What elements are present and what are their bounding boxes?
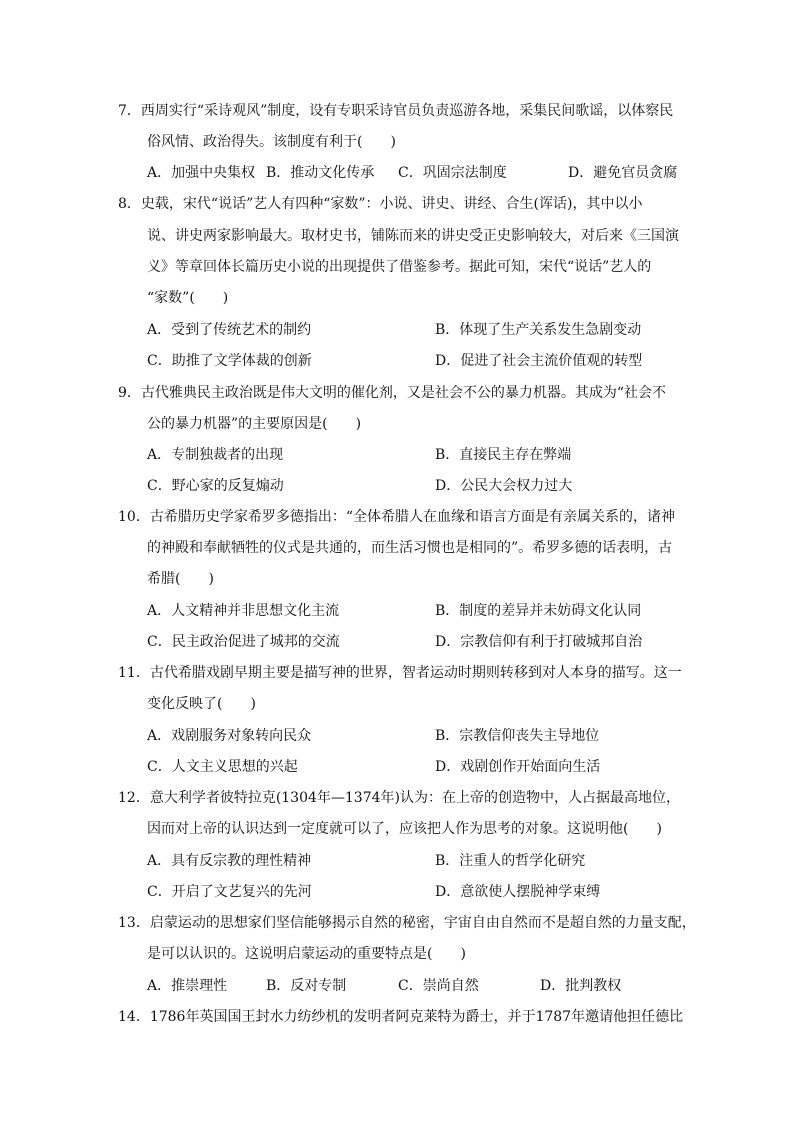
question-7-option-a: A．加强中央集权 [147, 165, 256, 181]
question-8-line-4: “家数”( ) [147, 290, 229, 306]
question-8-line-2: 说、讲史两家影响最大。取材史书，铺陈而来的讲史受正史影响较大，对后来《三国演 [147, 228, 679, 244]
question-10-option-a: A．人文精神并非思想文化主流 [147, 603, 340, 619]
question-8-line-1: 8．史载，宋代“说话”艺人有四种“家数”：小说、讲史、讲经、合生(诨话)，其中以小 [118, 196, 643, 212]
question-11-option-d: D．戏剧创作开始面向生活 [435, 759, 601, 775]
question-10-option-d: D．宗教信仰有利于打破城邦自治 [435, 634, 643, 650]
question-9-option-c: C．野心家的反复煽动 [147, 478, 284, 494]
question-11-option-a: A．戏剧服务对象转向民众 [147, 728, 312, 744]
question-12-option-c: C．开启了文艺复兴的先河 [147, 884, 312, 900]
question-9-option-b: B．直接民主存在弊端 [435, 447, 572, 463]
question-12-option-d: D．意欲使人摆脱神学束缚 [435, 884, 601, 900]
question-12-option-b: B．注重人的哲学化研究 [435, 853, 586, 869]
question-12-option-a: A．具有反宗教的理性精神 [147, 853, 312, 869]
question-7-option-b: B．推动文化传承 [266, 165, 375, 181]
question-14-line-1: 14．1786年英国国王封水力纺纱机的发明者阿克莱特为爵士，并于1787年邀请他担任德比 [118, 1009, 684, 1025]
question-7-option-d: D．避免官员贪腐 [568, 165, 678, 181]
question-10-line-2: 的神殿和奉献牺牲的仪式是共通的，而生活习惯也是相同的”。希罗多德的话表明，古 [147, 540, 673, 556]
question-11-option-b: B．宗教信仰丧失主导地位 [435, 728, 600, 744]
question-10-option-c: C．民主政治促进了城邦的交流 [147, 634, 340, 650]
question-7-line-1: 7．西周实行“采诗观风”制度，设有专职采诗官员负责巡游各地，采集民间歌谣，以体察民 [118, 103, 674, 119]
question-9-option-d: D．公民大会权力过大 [435, 478, 573, 494]
question-13-option-b: B．反对专制 [266, 978, 347, 994]
question-8-option-b: B．体现了生产关系发生急剧变动 [435, 322, 642, 338]
question-10-option-b: B．制度的差异并未妨碍文化认同 [435, 603, 642, 619]
question-11-line-1: 11．古代希腊戏剧早期主要是描写神的世界，智者运动时期则转移到对人本身的描写。这一 [118, 665, 682, 681]
question-12-line-2: 因而对上帝的认识达到一定度就可以了，应该把人作为思考的对象。这说明他( ) [147, 821, 662, 837]
question-13-line-2: 是可以认识的。这说明启蒙运动的重要特点是( ) [147, 946, 466, 962]
question-13-option-a: A．推崇理性 [147, 978, 228, 994]
question-10-line-1: 10．古希腊历史学家希罗多德指出：“全体希腊人在血缘和语言方面是有亲属关系的，诸神 [118, 509, 675, 525]
question-8-option-a: A．受到了传统艺术的制约 [147, 322, 312, 338]
question-13-option-c: C．崇尚自然 [398, 978, 479, 994]
question-13-line-1: 13．启蒙运动的思想家们坚信能够揭示自然的秘密，宇宙自由自然而不是超自然的力量支配， [118, 915, 696, 931]
question-8-line-3: 义》等章回体长篇历史小说的出现提供了借鉴参考。据此可知，宋代“说话”艺人的 [147, 259, 652, 275]
question-13-option-d: D．批判教权 [540, 978, 622, 994]
question-9-line-1: 9．古代雅典民主政治既是伟大文明的催化剂，又是社会不公的暴力机器。其成为“社会不 [118, 385, 667, 401]
question-11-option-c: C．人文主义思想的兴起 [147, 759, 298, 775]
question-8-option-d: D．促进了社会主流价值观的转型 [435, 353, 643, 369]
question-11-line-2: 变化反映了( ) [147, 696, 256, 712]
question-9-option-a: A．专制独裁者的出现 [147, 447, 284, 463]
question-10-line-3: 希腊( ) [147, 571, 214, 587]
question-8-option-c: C．助推了文学体裁的创新 [147, 353, 312, 369]
question-12-line-1: 12．意大利学者彼特拉克(1304年—1374年)认为：在上帝的创造物中，人占据最高地位， [118, 790, 680, 806]
question-9-line-2: 公的暴力机器”的主要原因是( ) [147, 416, 362, 432]
question-7-line-2: 俗风情、政治得失。该制度有利于( ) [147, 134, 396, 150]
question-7-option-c: C．巩固宗法制度 [398, 165, 507, 181]
